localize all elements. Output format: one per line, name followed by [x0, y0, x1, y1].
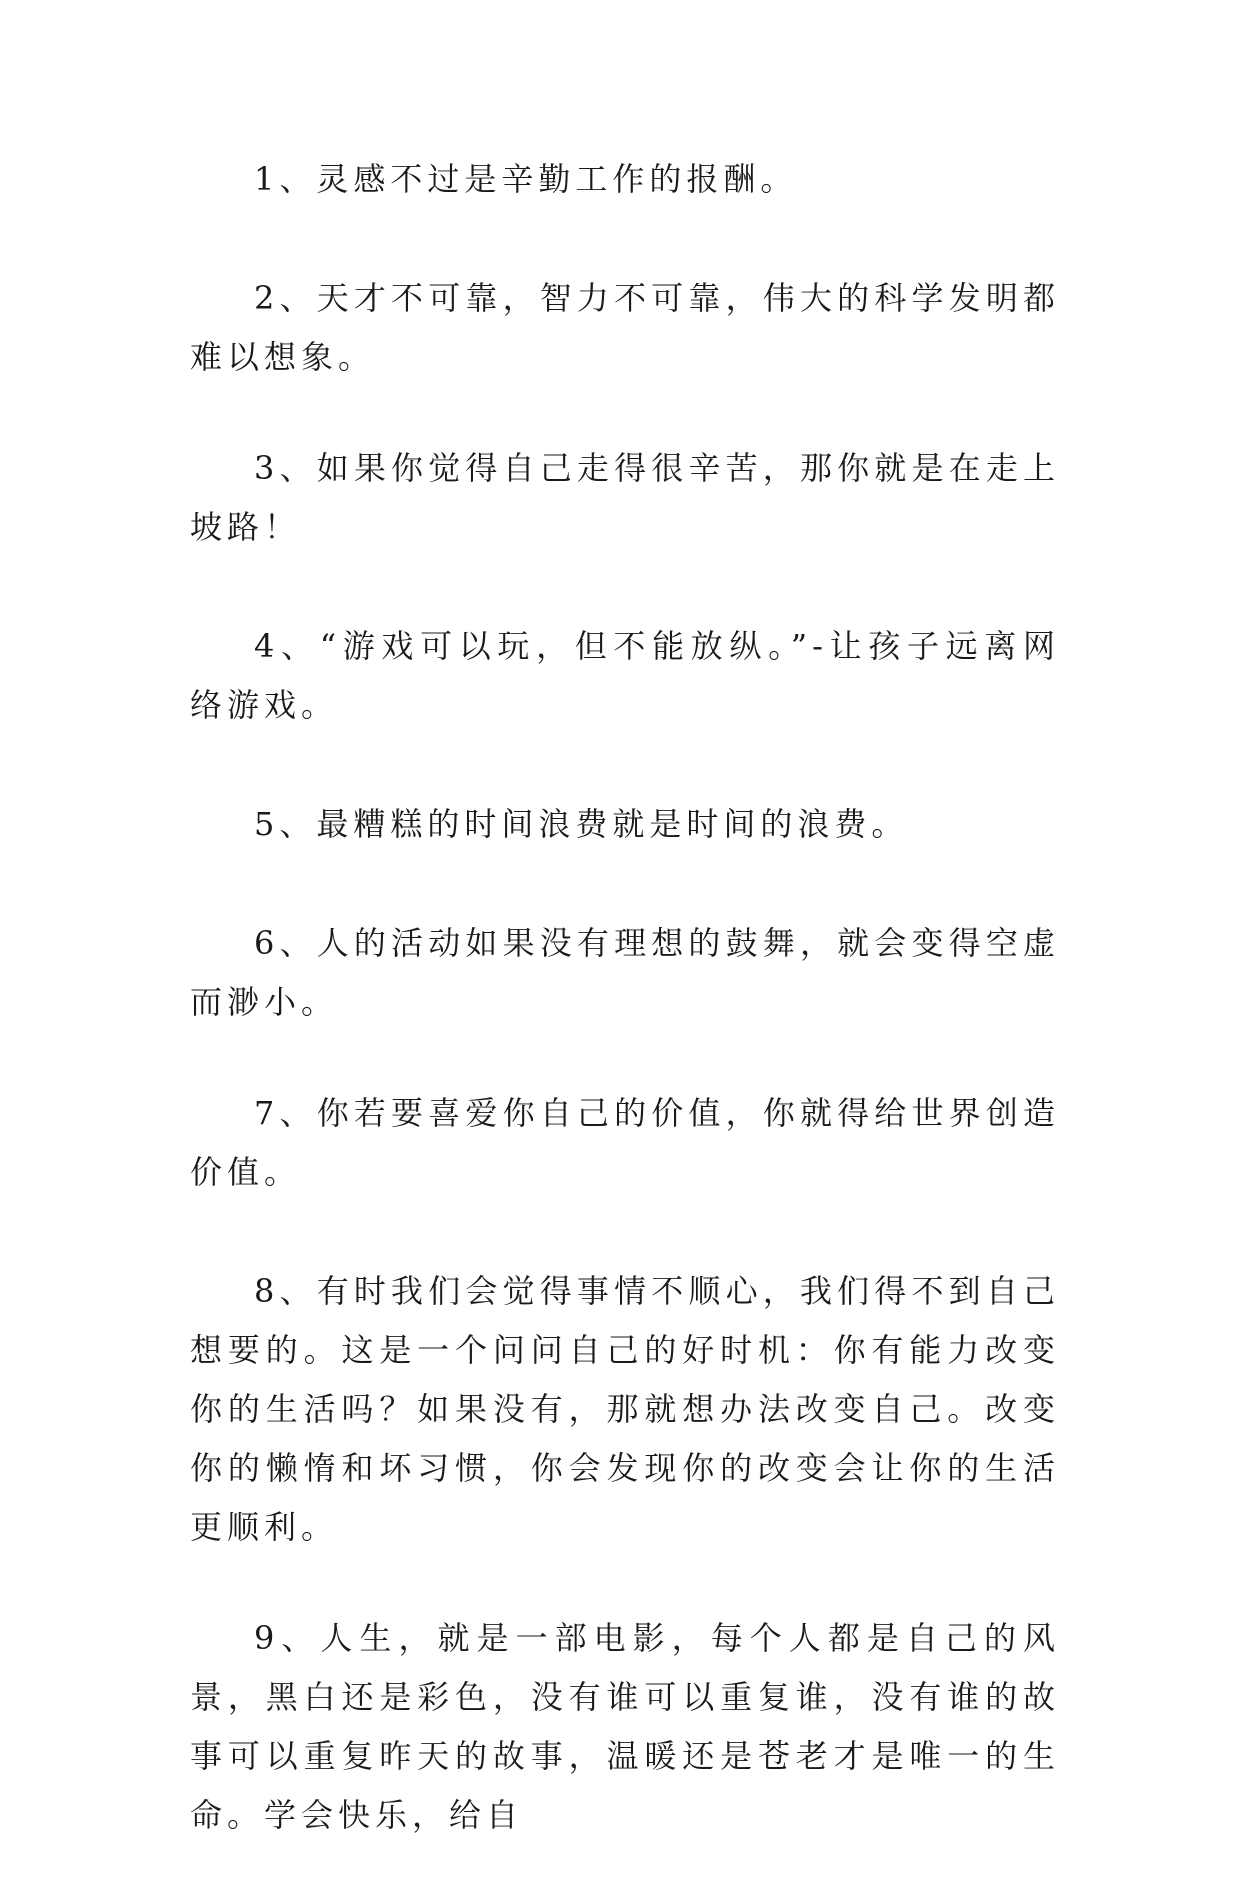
paragraph-1: 1、灵感不过是辛勤工作的报酬。 [254, 160, 798, 198]
paragraph-3: 3、如果你觉得自己走得很辛苦，那你就是在走上坡路！ [190, 449, 1060, 546]
paragraph-7: 7、你若要喜爱你自己的价值，你就得给世界创造价值。 [190, 1094, 1060, 1191]
paragraph-2: 2、天才不可靠，智力不可靠，伟大的科学发明都难以想象。 [190, 279, 1060, 376]
paragraph-6: 6、人的活动如果没有理想的鼓舞，就会变得空虚而渺小。 [190, 924, 1060, 1021]
paragraph-8: 8、有时我们会觉得事情不顺心，我们得不到自己想要的。这是一个问问自己的好时机：你有能力改变你的生活吗？如果没有，那就想办法改变自己。改变你的懒惰和坏习惯，你会发现你的改变会让你的生活更顺利。 [190, 1272, 1060, 1546]
document-body [190, 150, 1060, 1897]
paragraph-9: 9、人生，就是一部电影，每个人都是自己的风景，黑白还是彩色，没有谁可以重复谁，没有谁的故事可以重复昨天的故事，温暖还是苍老才是唯一的生命。学会快乐，给自 [190, 1619, 1060, 1834]
paragraph-5: 5、最糟糕的时间浪费就是时间的浪费。 [254, 805, 909, 843]
paragraph-4: 4、“游戏可以玩，但不能放纵。”-让孩子远离网络游戏。 [190, 627, 1060, 724]
